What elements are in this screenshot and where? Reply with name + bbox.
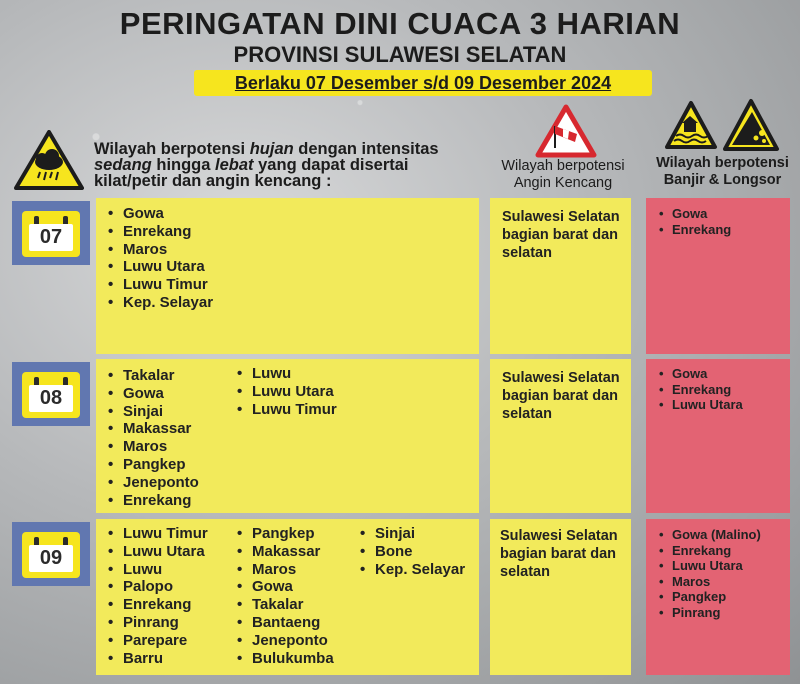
list-item: • Pangkep — [108, 456, 199, 474]
list-item: • Luwu Utara — [108, 543, 208, 561]
wind-cell-08 — [490, 359, 631, 513]
wind-cell-09 — [490, 519, 631, 675]
wind-column-header: Wilayah berpotensi Angin Kencang — [501, 158, 625, 191]
date-badge-09 — [12, 522, 90, 586]
calendar-icon — [22, 211, 80, 257]
flood-cell-08 — [646, 359, 790, 513]
rain-list-09-col2 — [237, 525, 334, 667]
list-item: • Luwu Utara — [108, 258, 213, 276]
list-item: • Enrekang — [659, 382, 743, 398]
list-item: • Bone — [360, 543, 465, 561]
flood-list-08 — [659, 366, 743, 413]
rain-cloud-icon — [14, 130, 84, 190]
list-item: • Gowa — [659, 366, 743, 382]
list-item: • Luwu Utara — [237, 383, 337, 401]
list-item: • Luwu Utara — [659, 558, 761, 574]
list-item: • Luwu Utara — [659, 397, 743, 413]
landslide-warning-icon — [722, 98, 780, 152]
rain-list-08-col1 — [108, 367, 199, 509]
calendar-icon — [22, 532, 80, 578]
list-item: • Makassar — [237, 543, 334, 561]
list-item: • Enrekang — [108, 596, 208, 614]
list-item: • Maros — [237, 561, 334, 579]
list-item: • Gowa — [659, 206, 731, 222]
flood-cell-07 — [646, 198, 790, 354]
list-item: • Enrekang — [108, 492, 199, 510]
rain-list-09-col3 — [360, 525, 465, 578]
list-item: • Jeneponto — [108, 474, 199, 492]
list-item: • Takalar — [237, 596, 334, 614]
rain-list-08-col2 — [237, 365, 337, 418]
flood-column-header: Wilayah berpotensi Banjir & Longsor — [656, 155, 789, 188]
wind-area-text: Sulawesi Selatan bagian barat dan selatan — [502, 209, 620, 261]
list-item: • Enrekang — [659, 543, 761, 559]
wind-area-text: Sulawesi Selatan bagian barat dan selatan — [500, 528, 618, 580]
flood-cell-09 — [646, 519, 790, 675]
date-badge-07 — [12, 201, 90, 265]
validity-banner: Berlaku 07 Desember s/d 09 Desember 2024 — [194, 70, 652, 96]
list-item: • Sinjai — [360, 525, 465, 543]
wind-area-text: Sulawesi Selatan bagian barat dan selatan — [502, 370, 620, 422]
list-item: • Pinrang — [108, 614, 208, 632]
list-item: • Luwu Timur — [237, 401, 337, 419]
list-item: • Kep. Selayar — [108, 294, 213, 312]
list-item: • Enrekang — [659, 222, 731, 238]
list-item: • Maros — [659, 574, 761, 590]
date-label: 09 — [29, 545, 73, 572]
list-item: • Luwu Timur — [108, 525, 208, 543]
rain-cell-07 — [96, 198, 479, 354]
list-item: • Maros — [108, 438, 199, 456]
flood-list-07 — [659, 206, 731, 237]
list-item: • Takalar — [108, 367, 199, 385]
calendar-icon — [22, 372, 80, 418]
list-item: • Luwu — [108, 561, 208, 579]
list-item: • Gowa (Malino) — [659, 527, 761, 543]
list-item: • Pinrang — [659, 605, 761, 621]
date-badge-08 — [12, 362, 90, 426]
date-label: 07 — [29, 224, 73, 251]
flood-list-09 — [659, 527, 761, 620]
list-item: • Parepare — [108, 632, 208, 650]
list-item: • Gowa — [108, 205, 213, 223]
list-item: • Bantaeng — [237, 614, 334, 632]
rain-cell-08 — [96, 359, 479, 513]
list-item: • Gowa — [237, 578, 334, 596]
list-item: • Bulukumba — [237, 650, 334, 668]
list-item: • Luwu — [237, 365, 337, 383]
page-subtitle: PROVINSI SULAWESI SELATAN — [233, 42, 567, 67]
list-item: • Palopo — [108, 578, 208, 596]
flood-warning-icon — [664, 100, 718, 150]
list-item: • Kep. Selayar — [360, 561, 465, 579]
rain-column-header: Wilayah berpotensi hujan dengan intensitas sedang hingga lebat yang dapat disertai kilat/petir dan angin kencang : — [94, 140, 439, 190]
list-item: • Barru — [108, 650, 208, 668]
rain-list-09-col1 — [108, 525, 208, 667]
list-item: • Makassar — [108, 420, 199, 438]
list-item: • Pangkep — [659, 589, 761, 605]
rain-cell-09 — [96, 519, 479, 675]
list-item: • Gowa — [108, 385, 199, 403]
rain-list-07-col1 — [108, 205, 213, 312]
wind-cell-07 — [490, 198, 631, 354]
page-title: PERINGATAN DINI CUACA 3 HARIAN — [119, 6, 681, 41]
windsock-warning-icon — [535, 104, 597, 158]
list-item: • Jeneponto — [237, 632, 334, 650]
list-item: • Pangkep — [237, 525, 334, 543]
list-item: • Enrekang — [108, 223, 213, 241]
list-item: • Sinjai — [108, 403, 199, 421]
date-label: 08 — [29, 385, 73, 412]
list-item: • Maros — [108, 241, 213, 259]
list-item: • Luwu Timur — [108, 276, 213, 294]
